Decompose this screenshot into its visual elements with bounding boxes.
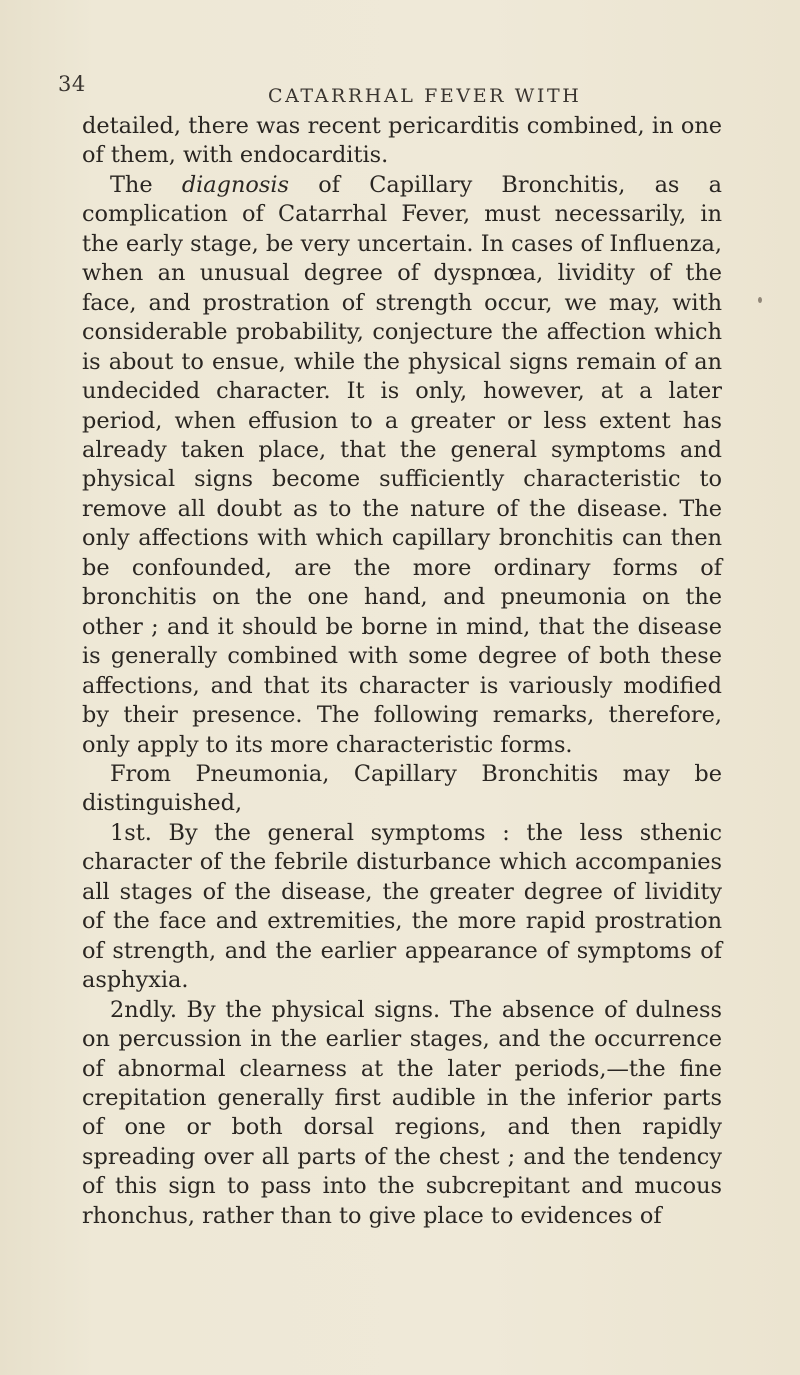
paragraph-physical-signs: 2ndly. By the physical signs. The absence of dulness on percussion in the earlier stages, and the occurrence of abnormal clearness at the later periods,—the fine crepitation generally first audible in the inferior parts of one or both dorsal regions, and then rapidly spreading over all parts of the chest ; and the tendency of this sign to pass into the subcrepitant and mucous rhonchus, rather than to give place to evidences of <box>82 996 722 1229</box>
paragraph-diagnosis-body: of Capillary Bronchitis, as a complication of Catarrhal Fever, must necessarily, in the early stage, be very uncertain. In cases of Influenza, when an unusual degree of dyspnœa, lividity of the face, and prostration of strength occur, we may, with considerable probability, conjecture the affection which is about to ensue, while the physical signs remain of an undecided character. It is only, however, at a later period, when effusion to a greater or less extent has already taken place, that the general symptoms and physical signs become sufficiently characteristic to remove all doubt as to the nature of the disease. The only affections with which capillary bronchitis can then be confounded, are the more ordinary forms of bronchitis on the one hand, and pneumonia on the other ; and it should be borne in mind, that the disease is generally combined with some degree of both these affections, and that its character is variously modified by their presence. The following remarks, therefore, only apply to its more characteristic forms. <box>82 171 722 758</box>
paragraph-diagnosis <box>82 171 722 760</box>
paragraph-pneumonia-distinction: From Pneumonia, Capillary Bronchitis may be distinguished, <box>82 760 722 817</box>
running-head: CATARRHAL FEVER WITH <box>268 85 582 107</box>
diagnosis-emphasis: diagnosis <box>181 171 290 198</box>
paper-speck <box>758 297 762 303</box>
paragraph-general-symptoms: 1st. By the general symptoms : the less sthenic character of the febrile disturbance which accompanies all stages of the disease, the greater degree of lividity of the face and extremities, the more rapid prostration of strength, and the earlier appearance of symptoms of asphyxia. <box>82 819 722 994</box>
paragraph-continuation: detailed, there was recent pericarditis combined, in one of them, with endocarditis. <box>82 113 722 169</box>
page-number: 34 <box>58 72 86 96</box>
paragraph-diagnosis-lead: The <box>110 171 182 198</box>
body-text <box>82 112 722 1231</box>
